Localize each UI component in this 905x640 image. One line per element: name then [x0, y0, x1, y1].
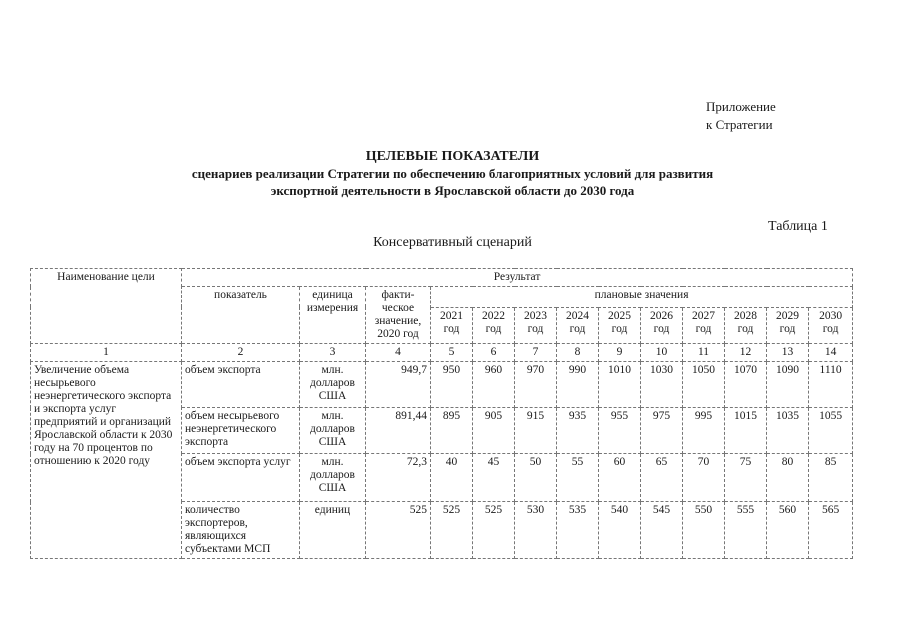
year-header: 2028 год: [725, 307, 767, 343]
year-header: 2030 год: [809, 307, 853, 343]
value-cell: 545: [641, 502, 683, 559]
value-cell: 895: [431, 408, 473, 454]
value-cell: 540: [599, 502, 641, 559]
value-cell: 555: [725, 502, 767, 559]
scenario-title: Консервативный сценарий: [373, 235, 532, 250]
actual-value-cell: 72,3: [366, 454, 431, 502]
document-title: [0, 148, 905, 199]
appendix-line-1: Приложение: [706, 99, 776, 114]
value-cell: 950: [431, 362, 473, 408]
appendix-line-2: к Стратегии: [706, 117, 773, 132]
value-cell: 935: [557, 408, 599, 454]
value-cell: 1030: [641, 362, 683, 408]
value-cell: 40: [431, 454, 473, 502]
value-cell: 1070: [725, 362, 767, 408]
table-label: Таблица 1: [768, 219, 828, 234]
year-header: 2023 год: [515, 307, 557, 343]
column-number-row: [31, 344, 853, 362]
value-cell: 550: [683, 502, 725, 559]
value-cell: 80: [767, 454, 809, 502]
value-cell: 1010: [599, 362, 641, 408]
value-cell: 60: [599, 454, 641, 502]
year-header: 2026 год: [641, 307, 683, 343]
unit-header: единица измерения: [300, 287, 366, 344]
value-cell: 70: [683, 454, 725, 502]
column-number: 8: [557, 344, 599, 362]
title-subtitle-2: экспортной деятельности в Ярославской области до 2030 года: [270, 183, 635, 198]
indicators-table: [30, 268, 853, 559]
value-cell: 535: [557, 502, 599, 559]
column-number: 10: [641, 344, 683, 362]
unit-cell: млн. долларов США: [300, 454, 366, 502]
indicator-header: показатель: [182, 287, 300, 344]
value-cell: 65: [641, 454, 683, 502]
value-cell: 45: [473, 454, 515, 502]
value-cell: 990: [557, 362, 599, 408]
value-cell: 525: [473, 502, 515, 559]
value-cell: 1035: [767, 408, 809, 454]
goal-cell: Увеличение объема несырьевого неэнергетического экспорта и экспорта услуг предприятий и организаций Ярославской области к 2030 году на 70 процентов по отношению к 2020 году: [31, 362, 182, 559]
value-cell: 955: [599, 408, 641, 454]
column-number: 3: [300, 344, 366, 362]
value-cell: 525: [431, 502, 473, 559]
column-number: 5: [431, 344, 473, 362]
actual-value-header: факти-ческое значение, 2020 год: [366, 287, 431, 344]
column-number: 14: [809, 344, 853, 362]
value-cell: 1050: [683, 362, 725, 408]
column-number: 13: [767, 344, 809, 362]
column-number: 1: [31, 344, 182, 362]
value-cell: 1110: [809, 362, 853, 408]
value-cell: 915: [515, 408, 557, 454]
header-row-1: [31, 269, 853, 287]
column-number: 7: [515, 344, 557, 362]
year-header: 2025 год: [599, 307, 641, 343]
value-cell: 560: [767, 502, 809, 559]
table-row: [31, 362, 853, 408]
value-cell: 960: [473, 362, 515, 408]
result-header: Результат: [182, 269, 853, 287]
unit-cell: млн. долларов США: [300, 408, 366, 454]
actual-value-cell: 949,7: [366, 362, 431, 408]
value-cell: 50: [515, 454, 557, 502]
title-main: ЦЕЛЕВЫЕ ПОКАЗАТЕЛИ: [365, 149, 540, 164]
year-header: 2021 год: [431, 307, 473, 343]
column-number: 4: [366, 344, 431, 362]
unit-cell: единиц: [300, 502, 366, 559]
value-cell: 1090: [767, 362, 809, 408]
year-header: 2027 год: [683, 307, 725, 343]
value-cell: 970: [515, 362, 557, 408]
value-cell: 75: [725, 454, 767, 502]
unit-cell: млн. долларов США: [300, 362, 366, 408]
indicator-cell: количество экспортеров, являющихся субъектами МСП: [182, 502, 300, 559]
column-number: 11: [683, 344, 725, 362]
value-cell: 1015: [725, 408, 767, 454]
value-cell: 975: [641, 408, 683, 454]
indicator-cell: объем экспорта: [182, 362, 300, 408]
planned-values-header: плановые значения: [431, 287, 853, 308]
year-header: 2029 год: [767, 307, 809, 343]
column-number: 12: [725, 344, 767, 362]
column-number: 6: [473, 344, 515, 362]
value-cell: 1055: [809, 408, 853, 454]
year-header: 2022 год: [473, 307, 515, 343]
value-cell: 565: [809, 502, 853, 559]
indicator-cell: объем несырьевого неэнергетического экспорта: [182, 408, 300, 454]
appendix-note: [706, 98, 776, 134]
year-header: 2024 год: [557, 307, 599, 343]
actual-value-cell: 891,44: [366, 408, 431, 454]
value-cell: 530: [515, 502, 557, 559]
indicator-cell: объем экспорта услуг: [182, 454, 300, 502]
column-number: 2: [182, 344, 300, 362]
title-subtitle-1: сценариев реализации Стратегии по обеспечению благоприятных условий для развития: [191, 166, 714, 181]
value-cell: 905: [473, 408, 515, 454]
actual-value-cell: 525: [366, 502, 431, 559]
goal-header: Наименование цели: [31, 269, 182, 344]
value-cell: 55: [557, 454, 599, 502]
value-cell: 995: [683, 408, 725, 454]
column-number: 9: [599, 344, 641, 362]
value-cell: 85: [809, 454, 853, 502]
